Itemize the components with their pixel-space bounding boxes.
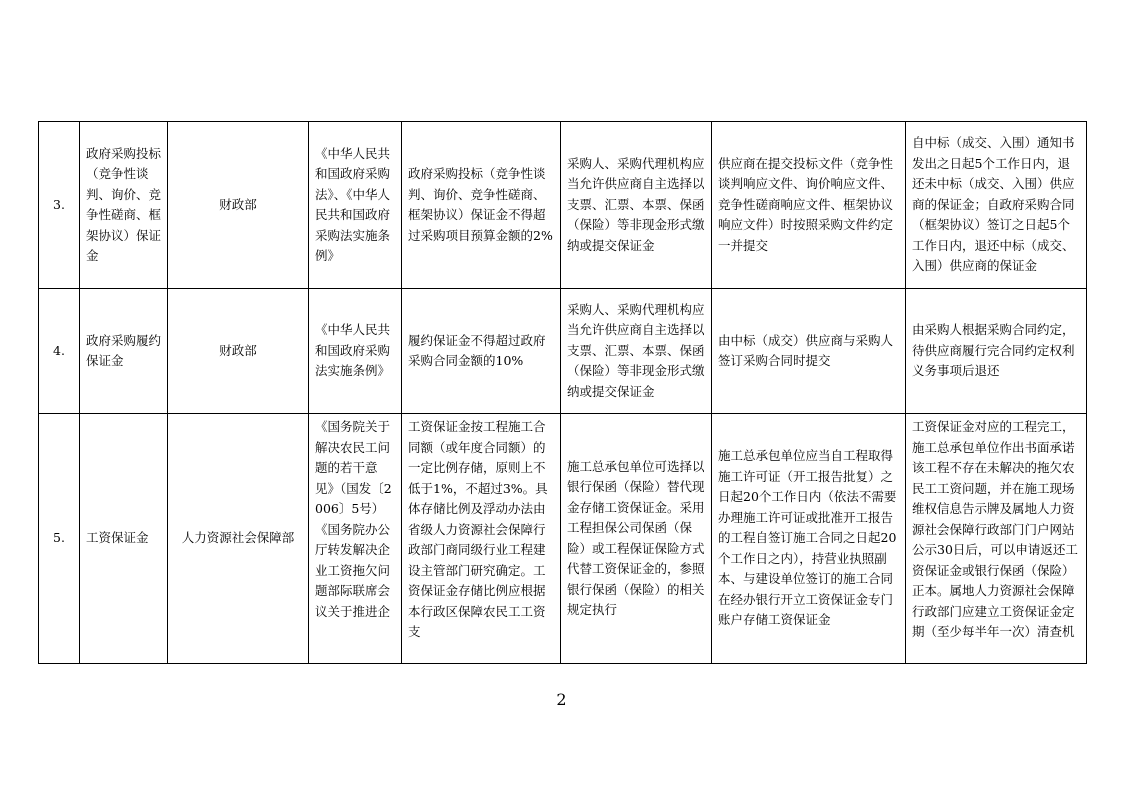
payment-timing: 由中标（成交）供应商与采购人签订采购合同时提交 xyxy=(712,289,906,414)
legal-basis: 《中华人民共和国政府采购法实施条例》 xyxy=(309,289,402,414)
deposit-name: 政府采购投标（竞争性谈判、询价、竞争性磋商、框架协议）保证金 xyxy=(80,122,168,289)
deposit-standard-text: 工资保证金按工程施工合同额（或年度合同额）的一定比例存储，原则上不低于1%，不超过3%。具体存储比例及浮动办法由省级人力资源社会保障行政部门商同级行业工程建设主管部门研究确定。工资保证金存储比例应根据本行政区保障农民工工资支 xyxy=(408,419,548,639)
deposit-name: 政府采购履约保证金 xyxy=(80,289,168,414)
deposit-standard: 政府采购投标（竞争性谈判、询价、竞争性磋商、框架协议）保证金不得超过采购项目预算金额的2% xyxy=(402,122,561,289)
payment-timing: 施工总承包单位应当自工程取得施工许可证（开工报告批复）之日起20个工作日内（依法不需要办理施工许可证或批准开工报告的工程自签订施工合同之日起20个工作日之内），持营业执照副本、与建设单位签订的施工合同在经办银行开立工资保证金专门账户存储工资保证金 xyxy=(712,414,906,664)
page-number: 2 xyxy=(556,690,567,709)
deposit-standard xyxy=(402,414,561,664)
legal-basis-text: 《国务院关于解决农民工问题的若干意见》（国发〔2006〕5号）《国务院办公厅转发解决企业工资拖欠问题部际联席会议关于推进企 xyxy=(315,419,392,619)
payment-form: 施工总承包单位可选择以银行保函（保险）替代现金存储工资保证金。采用工程担保公司保函（保险）或工程保证保险方式代替工资保证金的，参照银行保函（保险）的相关规定执行 xyxy=(561,414,712,664)
deposit-standard: 履约保证金不得超过政府采购合同金额的10% xyxy=(402,289,561,414)
table-row xyxy=(39,122,1087,289)
table-row xyxy=(39,289,1087,414)
refund-rule: 自中标（成交、入围）通知书发出之日起5个工作日内，退还未中标（成交、入围）供应商的保证金；自政府采购合同（框架协议）签订之日起5个工作日内，退还中标（成交、入围）供应商的保证金 xyxy=(906,122,1087,289)
legal-basis xyxy=(309,414,402,664)
row-number: 5. xyxy=(39,414,80,664)
row-number: 4. xyxy=(39,289,80,414)
department: 财政部 xyxy=(168,122,309,289)
refund-rule: 由采购人根据采购合同约定，待供应商履行完合同约定权利义务事项后退还 xyxy=(906,289,1087,414)
payment-timing: 供应商在提交投标文件（竞争性谈判响应文件、询价响应文件、竞争性磋商响应文件、框架协议响应文件）时按照采购文件约定一并提交 xyxy=(712,122,906,289)
legal-basis: 《中华人民共和国政府采购法》、《中华人民共和国政府采购法实施条例》 xyxy=(309,122,402,289)
row-number: 3. xyxy=(39,122,80,289)
payment-form: 采购人、采购代理机构应当允许供应商自主选择以支票、汇票、本票、保函（保险）等非现金形式缴纳或提交保证金 xyxy=(561,289,712,414)
refund-rule-text: 工资保证金对应的工程完工，施工总承包单位作出书面承诺该工程不存在未解决的拖欠农民工工资问题，并在施工现场维权信息告示牌及属地人力资源社会保障行政部门门户网站公示30日后，可以申请返还工资保证金或银行保函（保险）正本。属地人力资源社会保障行政部门应建立工资保证金定期（至少每半年一次）清查机 xyxy=(912,419,1078,639)
refund-rule xyxy=(906,414,1087,664)
department: 财政部 xyxy=(168,289,309,414)
guarantee-deposit-table xyxy=(38,121,1087,664)
deposit-name: 工资保证金 xyxy=(80,414,168,664)
payment-form: 采购人、采购代理机构应当允许供应商自主选择以支票、汇票、本票、保函（保险）等非现金形式缴纳或提交保证金 xyxy=(561,122,712,289)
table-row xyxy=(39,414,1087,664)
department: 人力资源社会保障部 xyxy=(168,414,309,664)
